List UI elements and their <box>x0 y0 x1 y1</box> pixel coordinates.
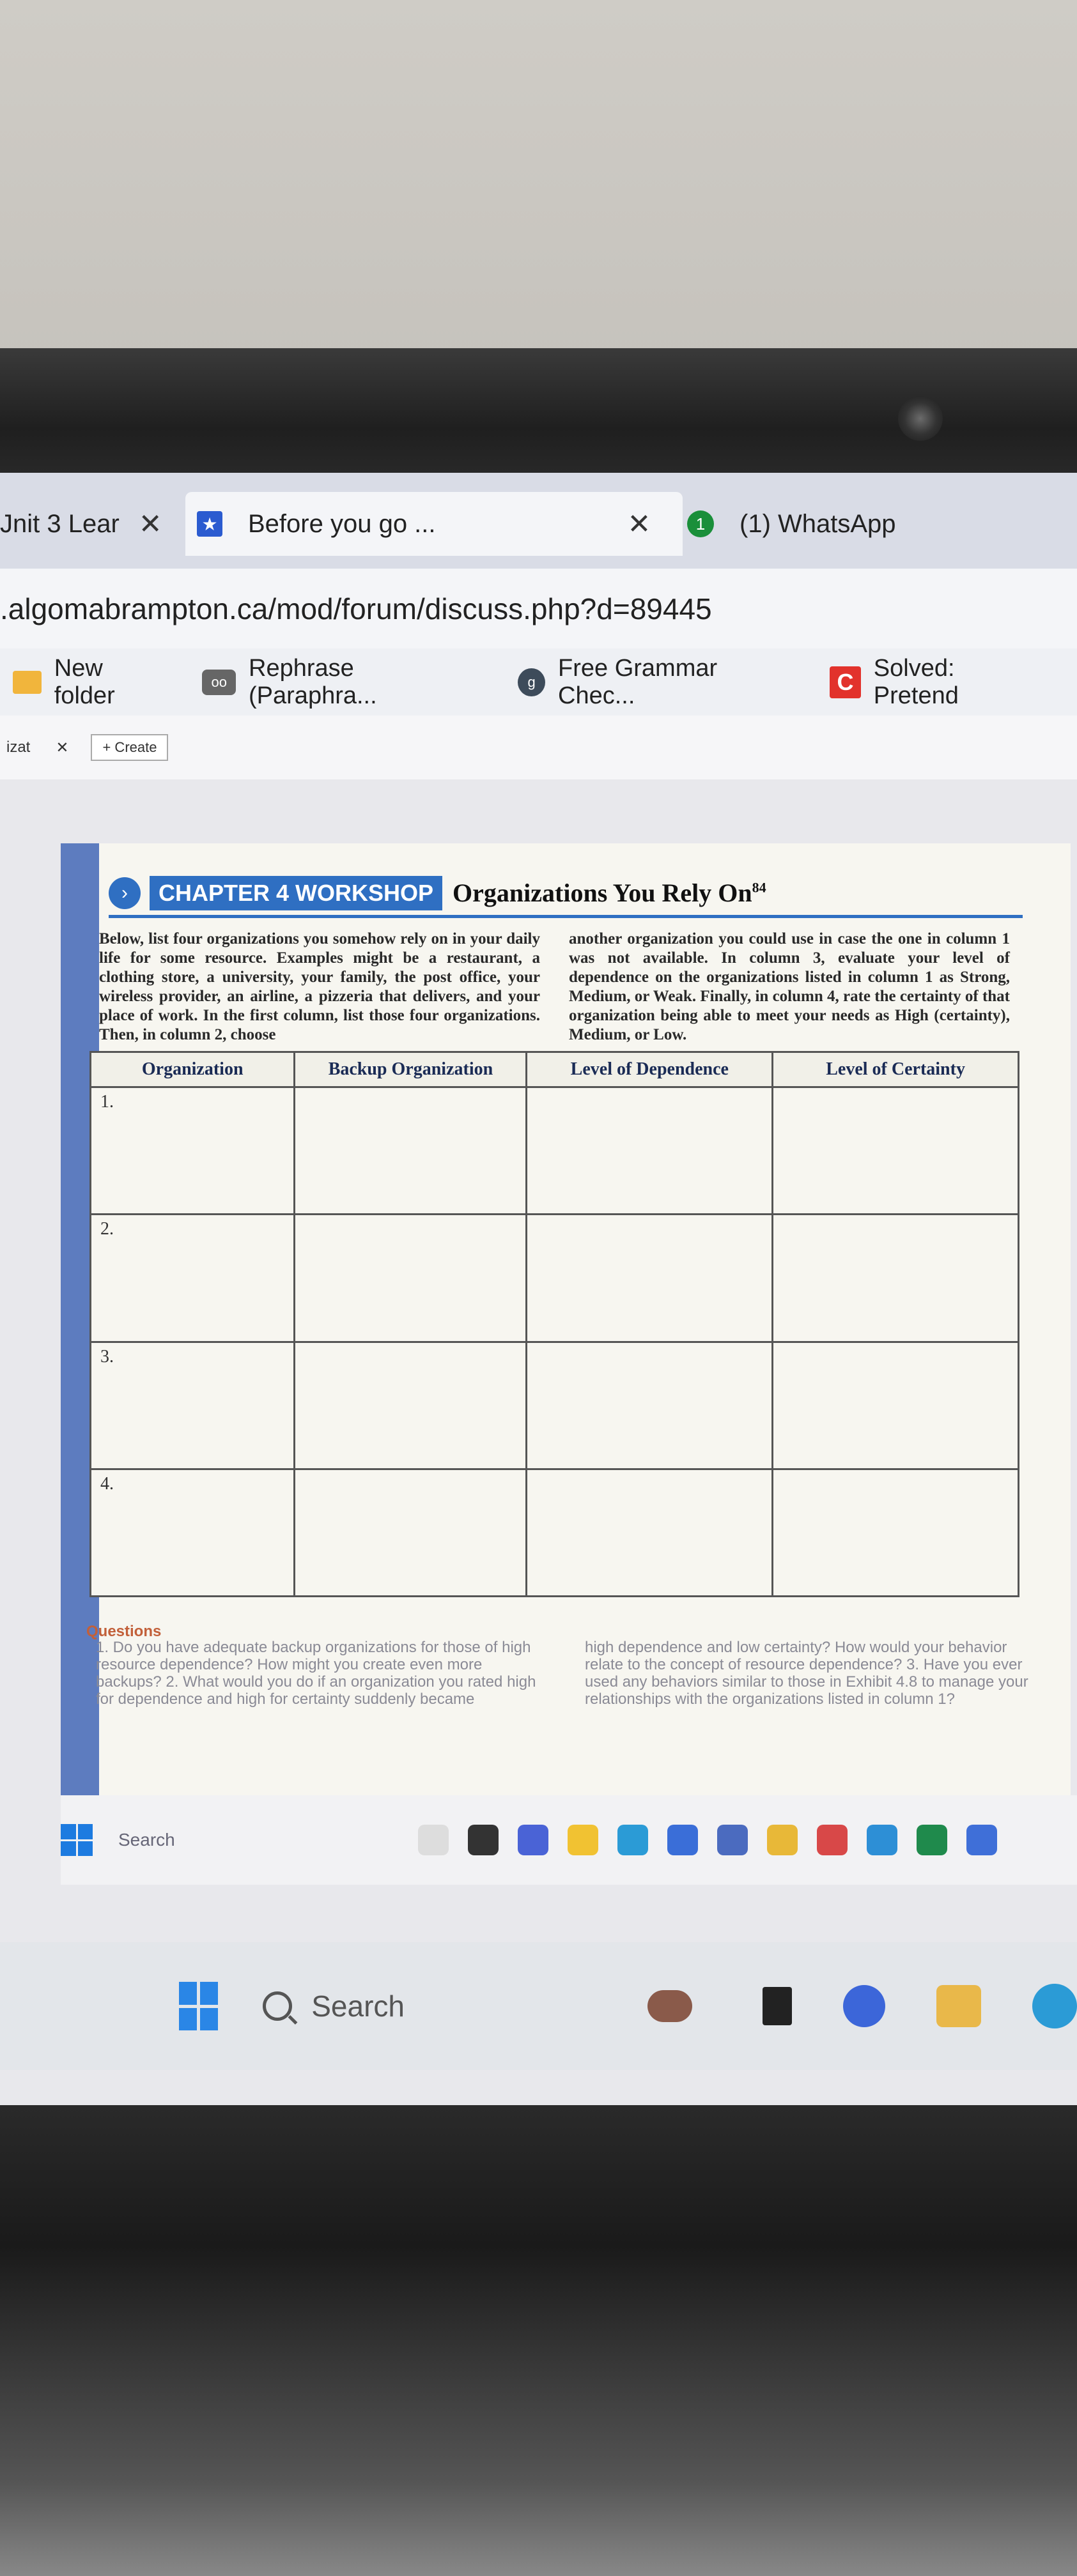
table-row <box>91 1342 1019 1469</box>
address-bar[interactable] <box>0 569 1077 648</box>
table-row <box>91 1087 1019 1215</box>
pinned-apps <box>418 1825 1016 1855</box>
table-row <box>91 1215 1019 1342</box>
inner-tab[interactable] <box>0 739 75 757</box>
star-icon: ★ <box>197 511 222 537</box>
tab-before-you-go[interactable] <box>185 492 683 556</box>
table-cell[interactable] <box>527 1342 773 1469</box>
chat-icon[interactable] <box>518 1825 548 1855</box>
table-cell[interactable] <box>527 1087 773 1215</box>
chapter-header <box>109 872 766 914</box>
header-rule <box>109 915 1023 918</box>
webcam <box>898 396 943 441</box>
grammar-icon: g <box>518 668 545 696</box>
bookmark-label: Solved: Pretend <box>873 654 959 709</box>
outer-taskbar <box>0 1942 1077 2070</box>
laptop-base <box>0 2105 1077 2576</box>
chrome-icon[interactable] <box>1032 1984 1077 2028</box>
tab-label: Before you go ... <box>248 509 436 538</box>
taskbar-search[interactable]: Search <box>118 1830 175 1850</box>
column-header: Level of Certainty <box>773 1052 1019 1087</box>
background-wall <box>0 0 1077 358</box>
table-cell[interactable] <box>773 1215 1019 1342</box>
folder-icon <box>13 671 42 694</box>
inner-toolbar <box>0 716 1077 779</box>
app-icon[interactable] <box>647 1990 692 2022</box>
laptop-bezel <box>0 348 1077 482</box>
questions-right: high dependence and low certainty? How would your behavior relate to the concept of resource dependence? 3. Have you ever used any behaviors similar to those in Exhibit 4.8 to manage your relationships with the organizations listed in column 1? <box>585 1639 1028 1708</box>
table-cell[interactable] <box>527 1215 773 1342</box>
table-cell[interactable] <box>773 1087 1019 1215</box>
url-text: .algomabrampton.ca/mod/forum/discuss.php?d=89445 <box>0 592 712 625</box>
bookmark-label: Rephrase (Paraphra... <box>249 654 377 709</box>
app-icon[interactable] <box>966 1825 997 1855</box>
table-cell[interactable] <box>773 1342 1019 1469</box>
store-icon[interactable] <box>667 1825 698 1855</box>
app-icon[interactable] <box>418 1825 449 1855</box>
close-icon[interactable]: ✕ <box>138 508 162 540</box>
glasses-icon: oo <box>202 670 236 695</box>
chat-icon[interactable] <box>843 1985 885 2027</box>
tab-whatsapp[interactable] <box>687 492 896 556</box>
file-explorer-icon[interactable] <box>468 1825 499 1855</box>
bookmark-new-folder[interactable] <box>13 655 167 710</box>
questions-heading: Questions <box>86 1623 162 1640</box>
row-number: 4. <box>91 1469 295 1596</box>
table-row <box>91 1469 1019 1596</box>
questions-left: 1. Do you have adequate backup organizations for those of high resource dependence? How might you create even more backups? 2. What would you do if an organization you rated high for dependence and high for certainty suddenly became <box>96 1639 536 1708</box>
bookmarks-bar <box>0 648 1077 716</box>
bookmark-grammar[interactable] <box>518 655 794 710</box>
column-header: Organization <box>91 1052 295 1087</box>
tab-unit3[interactable] <box>0 492 162 556</box>
row-number: 3. <box>91 1342 295 1469</box>
bookmark-rephrase[interactable] <box>202 655 483 710</box>
bookmark-label: New folder <box>54 654 115 709</box>
app-icon[interactable] <box>817 1825 848 1855</box>
close-icon[interactable]: ✕ <box>627 508 651 540</box>
laptop-screen <box>0 473 1077 2105</box>
whatsapp-icon: 1 <box>687 510 714 537</box>
column-header: Level of Dependence <box>527 1052 773 1087</box>
edge-icon[interactable] <box>617 1825 648 1855</box>
excel-icon[interactable] <box>917 1825 947 1855</box>
photos-icon[interactable] <box>717 1825 748 1855</box>
table-header-row <box>91 1052 1019 1087</box>
bookmark-label: Free Grammar Chec... <box>558 654 718 709</box>
table-cell[interactable] <box>295 1469 527 1596</box>
folder-icon[interactable] <box>568 1825 598 1855</box>
windows-start-icon[interactable] <box>61 1824 93 1856</box>
table-cell[interactable] <box>527 1469 773 1596</box>
bookmark-solved[interactable] <box>830 655 1042 710</box>
table-cell[interactable] <box>295 1087 527 1215</box>
worksheet-table <box>89 1051 1019 1597</box>
table-cell[interactable] <box>773 1469 1019 1596</box>
intro-text-left: Below, list four organizations you somehow rely on in your daily life for some resource. Examples might be a restaurant, a clothing store, a university, your family, the post office, your wireless provider, an airline, a pizzeria that delivers, and your place of work. In the first column, list those four organizations. Then, in column 2, choose <box>99 930 540 1043</box>
column-header: Backup Organization <box>295 1052 527 1087</box>
search-label: Search <box>311 1989 405 2023</box>
create-button[interactable]: + Create <box>91 734 168 761</box>
tab-label: (1) WhatsApp <box>740 509 896 538</box>
inner-taskbar <box>61 1795 1077 1885</box>
worksheet-title: Organizations You Rely On$^{84}$ <box>453 878 766 907</box>
row-number: 1. <box>91 1087 295 1215</box>
row-number: 2. <box>91 1215 295 1342</box>
browser-tab-bar <box>0 473 1077 569</box>
inner-tab-label: izat <box>6 739 31 756</box>
chegg-icon: C <box>830 666 861 698</box>
close-icon[interactable]: ✕ <box>56 739 69 756</box>
file-explorer-icon[interactable] <box>763 1987 792 2025</box>
app-icon[interactable] <box>867 1825 897 1855</box>
table-cell[interactable] <box>295 1342 527 1469</box>
chrome-icon[interactable] <box>767 1825 798 1855</box>
chapter-badge: CHAPTER 4 WORKSHOP <box>150 876 442 910</box>
search-icon <box>263 1991 292 2021</box>
taskbar-search[interactable] <box>263 1989 405 2023</box>
folder-icon[interactable] <box>936 1985 981 2027</box>
intro-text-right: another organization you could use in case the one in column 1 was not available. In column 3, evaluate your level of dependence on the organizations listed in column 1 as Strong, Medium, or Weak. Finally, in column 4, rate the certainty of that organization being able to meet your needs as High (certainty), Medium, or Low. <box>569 930 1011 1043</box>
tab-label: Jnit 3 Lear <box>0 509 120 538</box>
chevron-right-icon: › <box>109 877 141 909</box>
windows-start-icon[interactable] <box>179 1982 218 2030</box>
table-cell[interactable] <box>295 1215 527 1342</box>
pinned-apps <box>647 1984 1077 2028</box>
